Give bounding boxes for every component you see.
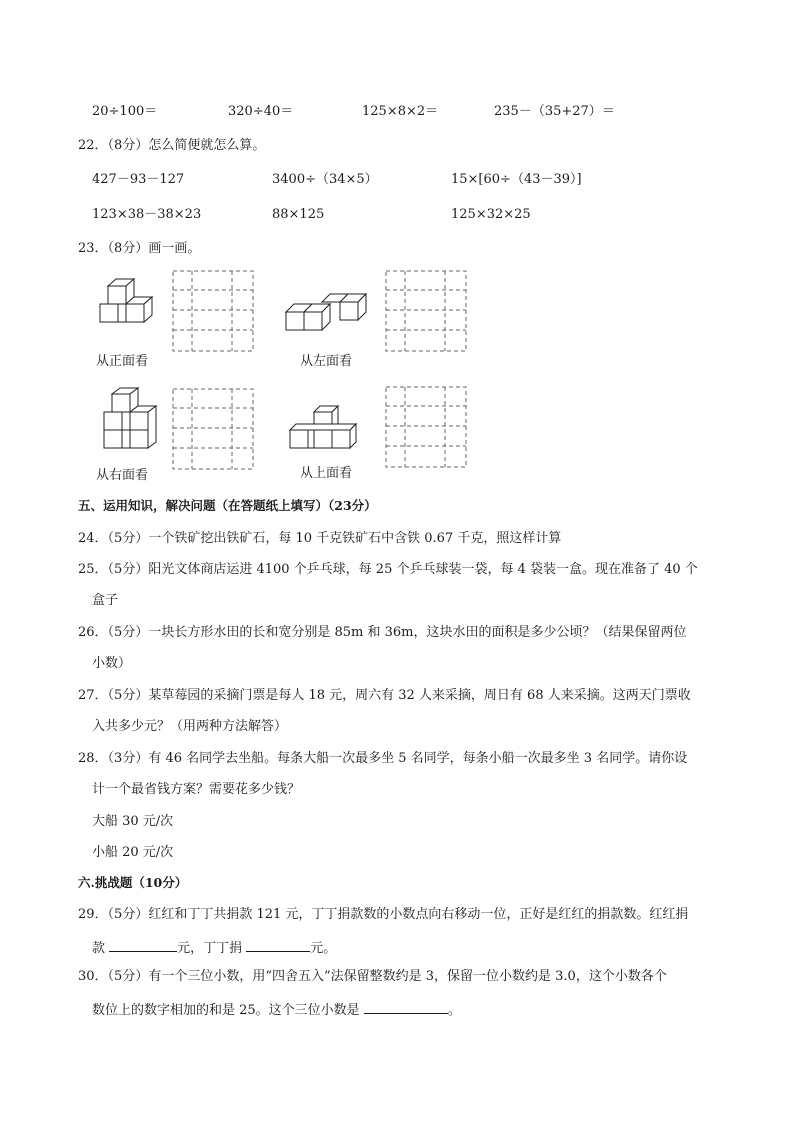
caption-front-view: 从正面看 <box>96 354 149 369</box>
drawing-grid-4[interactable] <box>385 386 467 468</box>
q22-expr-1: 427－93－127 <box>92 172 185 187</box>
q30-prefix: 数位上的数字相加的和是 25。这个三位小数是 <box>92 1003 364 1018</box>
small-boat-price: 小船 20 元/次 <box>92 845 174 860</box>
question-24: 24．（5分）一个铁矿挖出铁矿石，每 10 千克铁矿石中含铁 0.67 千克，照这样计算 <box>78 531 562 546</box>
q22-expr-2: 3400÷（34×5） <box>272 172 378 187</box>
q29-suffix: 元。 <box>310 941 337 956</box>
q22-expr-5: 88×125 <box>272 207 325 222</box>
question-30-line-2 <box>92 1001 461 1017</box>
question-28-line-1: 28．（3分）有 46 名同学去坐船。每条大船一次最多坐 5 名同学，每条小船一次最多坐 3 名同学。请你设 <box>78 751 688 766</box>
q22-expr-6: 125×32×25 <box>451 207 531 222</box>
question-23-title: 23．（8分）画一画。 <box>78 241 201 256</box>
question-25-line-2: 盒子 <box>92 593 119 608</box>
cube-figure-right <box>100 386 170 466</box>
question-22-title: 22．（8分）怎么简便就怎么算。 <box>78 138 266 153</box>
q22-expr-4: 123×38－38×23 <box>92 207 202 222</box>
section-5-heading: 五、运用知识，解决问题（在答题纸上填写）（23分） <box>78 498 377 513</box>
question-27-line-2: 入共多少元？（用两种方法解答） <box>92 719 288 734</box>
question-27-line-1: 27．（5分）某草莓园的采摘门票是每人 18 元，周六有 32 人来采摘，周日有 68 人来采摘。这两天门票收 <box>78 688 691 703</box>
answer-blank-honghong[interactable] <box>109 939 177 952</box>
answer-blank-dingding[interactable] <box>246 939 310 952</box>
cube-figure-top <box>286 402 366 462</box>
section-6-heading: 六.挑战题（10分） <box>78 875 188 890</box>
caption-left-view: 从左面看 <box>300 354 353 369</box>
q29-prefix: 款 <box>92 941 110 956</box>
question-28-line-2: 计一个最省钱方案？需要花多少钱？ <box>92 782 301 797</box>
drawing-grid-2[interactable] <box>385 270 467 352</box>
caption-right-view: 从右面看 <box>96 468 149 483</box>
answer-blank-decimal[interactable] <box>364 1001 448 1014</box>
q22-expr-3: 15×[60÷（43－39）] <box>451 172 582 187</box>
calc-item-3: 125×8×2＝ <box>362 104 439 119</box>
calc-item-2: 320÷40＝ <box>228 104 294 119</box>
question-26-line-1: 26．（5分）一块长方形水田的长和宽分别是 85m 和 36m，这块水田的面积是多少公顷？（结果保留两位 <box>78 625 687 640</box>
question-29-line-1: 29．（5分）红红和丁丁共捐款 121 元，丁丁捐款数的小数点向右移动一位，正好是红红的捐款数。红红捐 <box>78 907 689 922</box>
big-boat-price: 大船 30 元/次 <box>92 814 174 829</box>
question-29-line-2 <box>92 939 336 955</box>
drawing-grid-1[interactable] <box>172 270 254 352</box>
q29-middle: 元，丁丁捐 <box>177 941 247 956</box>
question-25-line-1: 25．（5分）阳光文体商店运进 4100 个乒乓球，每 25 个乒乓球装一袋，每 4 袋装一盒。现在准备了 40 个 <box>78 562 698 577</box>
cube-figure-left <box>282 290 372 350</box>
question-26-line-2: 小数） <box>92 656 132 671</box>
drawing-grid-3[interactable] <box>172 388 254 470</box>
question-30-line-1: 30．（5分）有一个三位小数，用“四舍五入”法保留整数约是 3，保留一位小数约是 3.0，这个小数各个 <box>78 969 667 984</box>
calc-item-4: 235－（35+27）＝ <box>494 104 615 119</box>
cube-figure-front <box>96 276 166 346</box>
q30-suffix: 。 <box>447 1003 461 1018</box>
caption-top-view: 从上面看 <box>300 466 353 481</box>
calc-item-1: 20÷100＝ <box>92 104 158 119</box>
